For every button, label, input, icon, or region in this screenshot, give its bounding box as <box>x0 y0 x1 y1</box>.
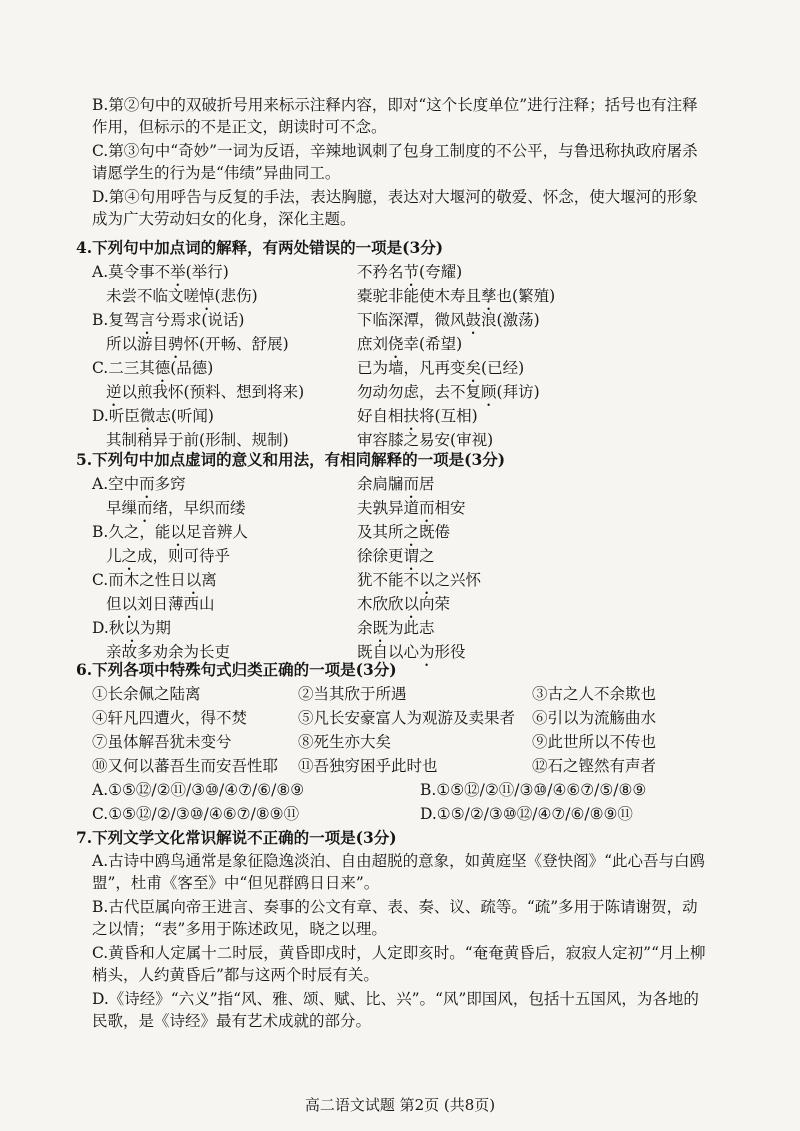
q5-dotted-word: 以 <box>121 595 138 613</box>
q6-sentence: ④轩凡四遭火，得不焚 <box>92 709 248 727</box>
q5-text-after: 之兴怀 <box>434 571 482 589</box>
q3-option-d: D.第④句用呼告与反复的手法，表达胸臆，表达对大堰河的敬爱、怀念，使大堰河的形象成为广大劳动妇女的化身，深化主题。 <box>92 188 698 228</box>
q6-sentence: ⑧死生亦大矣 <box>298 733 392 751</box>
q5-dotted-word: 而 <box>139 475 155 493</box>
q5-text-before: C.而木之性日 <box>92 571 186 589</box>
q5-dotted-word: 以 <box>185 571 202 589</box>
q6-sentence: ③古之人不余欺也 <box>532 685 657 703</box>
q4-dotted-word: 德 <box>154 359 171 377</box>
q4-dotted-word: 鼓 <box>465 311 482 329</box>
q6-sentence: ①长余佩之陆离 <box>92 685 201 703</box>
q4-dotted-word: 侥 <box>388 335 404 353</box>
q4-text-after: 稍异于前(形制、规制) <box>137 431 289 449</box>
q5-dotted-word: 既 <box>372 619 389 637</box>
q4-dotted-word: 矣 <box>465 359 482 377</box>
q4-text-before: C.二三其 <box>92 359 155 377</box>
q5-text-before: 既自以心 <box>357 643 420 661</box>
q4-text-after: 以煎我怀(预料、想到将来) <box>121 383 305 401</box>
q5-dotted-word: 以 <box>170 523 186 541</box>
q5-dotted-word: 之 <box>403 523 420 541</box>
q4-text-after: (举行) <box>185 263 229 281</box>
q4-dotted-word: 节 <box>403 263 420 281</box>
q5-dotted-word: 之 <box>121 547 138 565</box>
q5-text-before: B.久之，能 <box>92 523 171 541</box>
q5-dotted-word: 以 <box>124 619 140 637</box>
q5-text-before: 儿 <box>106 547 122 565</box>
q6-stem: 6.下列各项中特殊句式归类正确的一项是(3分) <box>76 660 397 679</box>
q4-text-before: 勿动勿虑，去不复 <box>357 383 482 401</box>
q5-text-after: 相安 <box>434 499 466 517</box>
q4-dotted-word: 审 <box>357 431 373 449</box>
q5-dotted-word: 为 <box>183 643 200 661</box>
q4-text-after: (悲伤) <box>214 287 258 305</box>
q4-text-after: (夸耀) <box>419 263 463 281</box>
q5-text-after: 既倦 <box>419 523 451 541</box>
q4-text-after: 怀(开畅、舒展) <box>183 335 289 353</box>
q4-text-after: (品德) <box>170 359 214 377</box>
q5-text-before: 徐徐更 <box>357 547 404 565</box>
q6-choice: C.①⑤⑫/②/③⑩/④⑥⑦/⑧⑨⑪ <box>92 805 300 823</box>
q4-stem: 4.下列句中加点词的解释，有两处错误的一项是(3分) <box>76 238 444 257</box>
q4-text-before: 已为墙，凡再变 <box>357 359 466 377</box>
q4-text-after: 志(听闻) <box>155 407 214 425</box>
q5-dotted-word: 而 <box>403 475 420 493</box>
q5-text-after: 长吏 <box>199 643 231 661</box>
q4-text-before: A.莫令事不 <box>92 263 171 281</box>
q4-text-after: 兮焉求(说话) <box>154 311 245 329</box>
q4-text-before: 庶刘 <box>357 335 389 353</box>
q4-dotted-word: 孳 <box>481 287 497 305</box>
q5-text-after: 足音辨人 <box>185 523 248 541</box>
q4-text-after: 浪(激荡) <box>481 311 540 329</box>
q4-dotted-word: 逆 <box>106 383 122 401</box>
q4-text-before: 好自相 <box>357 407 404 425</box>
q4-dotted-word: 制 <box>121 431 138 449</box>
q7-option-a: A.古诗中鸥鸟通常是象征隐逸淡泊、自由超脱的意象，如黄庭坚《登快阁》“此心吾与白鸥盟”，杜甫《客至》中“但见群鸥日日来”。 <box>92 852 706 892</box>
q4-dotted-word: 举 <box>170 263 186 281</box>
q5-text-before: D.秋 <box>92 619 125 637</box>
q6-sentence: ②当其欣于所遇 <box>298 685 407 703</box>
q6-sentence: ⑤凡长安豪富人为观游及卖果者 <box>298 709 516 727</box>
q5-stem: 5.下列句中加点虚词的意义和用法，有相同解释的一项是(3分) <box>76 450 506 469</box>
q4-text-after: (拜访) <box>496 383 540 401</box>
q5-text-before: 早缫 <box>106 499 138 517</box>
q5-text-before: 亲故多劝余 <box>106 643 184 661</box>
q5-text-after: 为期 <box>139 619 171 637</box>
q7-stem: 7.下列文学文化常识解说不正确的一项是(3分) <box>76 828 397 847</box>
q3-option-b: B.第②句中的双破折号用来标示注释内容，即对“这个长度单位”进行注释；括号也有注释作用，但标示的不是正文，朗读时可不念。 <box>92 96 698 136</box>
q5-text-after: 之 <box>419 547 435 565</box>
q5-text-before: 犹不能不 <box>357 571 420 589</box>
q5-text-before: 余扃牖 <box>357 475 404 493</box>
q4-text-before: 未尝不临文嗟 <box>106 287 200 305</box>
q5-dotted-word: 而 <box>137 499 153 517</box>
q4-text-before: 不矜名 <box>357 263 404 281</box>
q6-choice: D.①⑤/②/③⑩⑫/④⑦/⑥/⑧⑨⑪ <box>420 805 633 823</box>
q6-choice: A.①⑤⑫/②⑪/③⑩/④⑦/⑥/⑧⑨ <box>92 781 305 799</box>
q4-text-after: 容膝之易安(审视) <box>372 431 494 449</box>
q5-text-after: 居 <box>419 475 435 493</box>
q7-option-c: C.黄昏和人定属十二时辰，黄昏即戌时，人定即亥时。“奄奄黄昏后，寂寂人定初”“月上柳梢头，人约黄昏后”都与这两个时辰有关。 <box>92 944 706 984</box>
q4-text-after: 将(互相) <box>419 407 478 425</box>
q6-sentence: ⑪吾独穷困乎此时也 <box>298 757 438 775</box>
q4-text-before: B.复驾 <box>92 311 140 329</box>
q4-text-after: 幸(希望) <box>403 335 463 353</box>
q5-text-before: 但 <box>106 595 122 613</box>
q6-sentence: ⑥引以为流觞曲水 <box>532 709 657 727</box>
q4-dotted-word: 微 <box>139 407 156 425</box>
q6-sentence: ⑩又何以蕃吾生而安吾性耶 <box>92 757 279 775</box>
q5-text-before: 木欣欣 <box>357 595 404 613</box>
q4-dotted-word: 扶 <box>403 407 420 425</box>
q5-text-after: 为此志 <box>388 619 435 637</box>
q6-sentence: ⑦虽体解吾犹未变兮 <box>92 733 232 751</box>
q5-text-before: 余 <box>357 619 373 637</box>
q5-dotted-word: 以 <box>403 595 420 613</box>
q4-dotted-word: 骋 <box>168 335 184 353</box>
q5-text-before: A.空中 <box>92 475 140 493</box>
q4-text-before: 其 <box>106 431 122 449</box>
q4-text-before: 下临深潭，微风 <box>357 311 466 329</box>
q5-text-after: 离 <box>201 571 217 589</box>
q5-text-after: 多窍 <box>154 475 186 493</box>
q4-text-after: 也(繁殖) <box>496 287 556 305</box>
q4-text-after: (已经) <box>481 359 525 377</box>
q3-option-c: C.第③句中“奇妙”一词为反语，辛辣地讽刺了包身工制度的不公平，与鲁迅称执政府屠杀请愿学生的行为是“伟绩”异曲同工。 <box>92 142 698 182</box>
page-footer: 高二语文试题 第2页 (共8页) <box>304 1096 496 1114</box>
q4-dotted-word: 悼 <box>199 287 215 305</box>
q6-choice: B.①⑤⑫/②⑪/③⑩/④⑥⑦/⑤/⑧⑨ <box>420 781 647 799</box>
q5-text-after: 形役 <box>434 643 466 661</box>
q4-dotted-word: 言 <box>139 311 155 329</box>
q6-sentence: ⑫石之铿然有声者 <box>532 757 657 775</box>
q6-sentence: ⑨此世所以不传也 <box>532 733 657 751</box>
q4-text-before: 所以游目 <box>106 335 169 353</box>
q4-dotted-word: 顾 <box>481 383 497 401</box>
q5-text-after: 绪，早织而缕 <box>152 499 246 517</box>
q5-text-before: 及其所 <box>357 523 404 541</box>
q7-option-b: B.古代臣属向帝王进言、奏事的公文有章、表、奏、议、疏等。“疏”多用于陈请谢贺，动之以情；“表”多用于陈述政见，晓之以理。 <box>92 898 698 938</box>
q5-text-after: 成，则可待乎 <box>137 547 231 565</box>
q5-dotted-word: 为 <box>419 643 435 661</box>
q5-dotted-word: 而 <box>419 499 435 517</box>
q5-dotted-word: 以 <box>419 571 435 589</box>
q5-text-after: 向荣 <box>419 595 451 613</box>
q5-dotted-word: 谓 <box>403 547 420 565</box>
q5-text-before: 夫孰异道 <box>357 499 420 517</box>
q5-text-after: 刘日薄西山 <box>137 595 215 613</box>
q7-option-d: D.《诗经》“六义”指“风、雅、颂、赋、比、兴”。“风”即国风，包括十五国风，为各地的民歌，是《诗经》最有艺术成就的部分。 <box>92 990 699 1030</box>
q4-text-before: D.听臣 <box>92 407 140 425</box>
q4-text-before: 橐驼非能使木寿且 <box>357 287 482 305</box>
